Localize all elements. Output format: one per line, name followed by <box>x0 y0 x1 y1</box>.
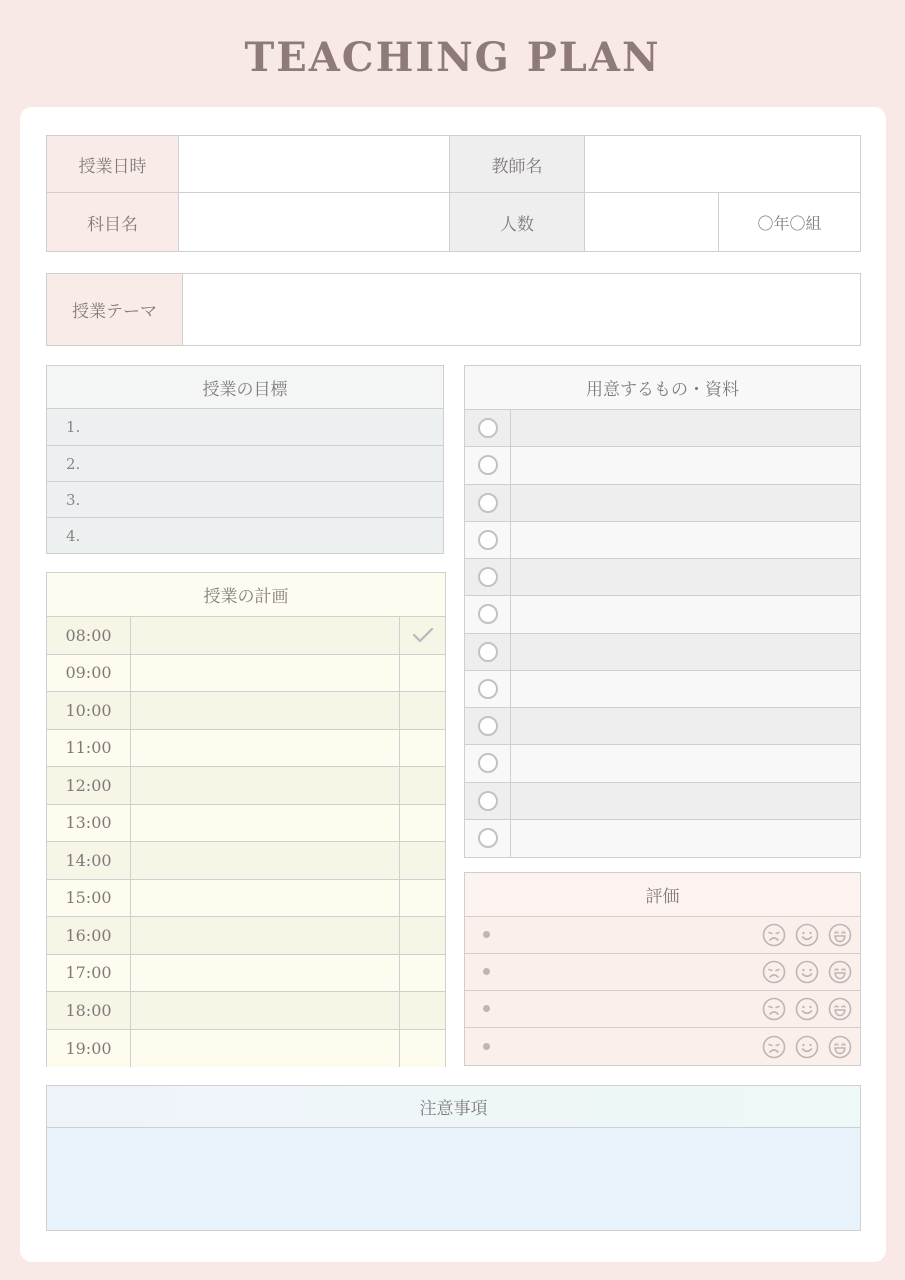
time-label: 16:00 <box>47 917 131 954</box>
table-row[interactable] <box>47 1030 445 1068</box>
check-cell[interactable] <box>399 617 445 654</box>
evaluation-field[interactable] <box>501 954 750 990</box>
checkbox-cell[interactable] <box>465 447 511 483</box>
checkbox-cell[interactable] <box>465 522 511 558</box>
checkbox-cell[interactable] <box>465 820 511 857</box>
time-label: 13:00 <box>47 805 131 842</box>
table-row[interactable] <box>47 767 445 805</box>
sad-face-icon[interactable] <box>762 923 786 947</box>
page-title: TEACHING PLAN <box>244 34 661 81</box>
smile-face-icon[interactable] <box>795 997 819 1021</box>
circle-checkbox-icon <box>478 828 498 848</box>
time-label: 09:00 <box>47 655 131 692</box>
evaluation-field[interactable] <box>501 917 750 953</box>
list-item <box>465 1028 860 1065</box>
teacher-label: 教師名 <box>449 135 585 193</box>
count-field[interactable] <box>584 192 719 252</box>
table-row[interactable] <box>47 842 445 880</box>
subject-label: 科目名 <box>46 192 179 252</box>
materials-heading: 用意するもの・資料 <box>465 366 860 410</box>
check-cell[interactable] <box>399 692 445 729</box>
laugh-face-icon[interactable] <box>828 960 852 984</box>
evaluation-section <box>464 872 861 1066</box>
time-label: 12:00 <box>47 767 131 804</box>
check-cell[interactable] <box>399 655 445 692</box>
goals-section <box>46 365 444 554</box>
sad-face-icon[interactable] <box>762 1035 786 1059</box>
goal-number: 4. <box>66 527 81 545</box>
rating-faces <box>762 1028 852 1065</box>
list-item[interactable] <box>465 745 860 782</box>
checkbox-cell[interactable] <box>465 745 511 781</box>
laugh-face-icon[interactable] <box>828 1035 852 1059</box>
notes-field[interactable] <box>47 1128 860 1230</box>
list-item[interactable] <box>465 820 860 857</box>
list-item[interactable] <box>47 518 443 554</box>
rating-faces <box>762 917 852 953</box>
list-item <box>465 917 860 954</box>
check-cell[interactable] <box>399 917 445 954</box>
materials-section <box>464 365 861 858</box>
table-row[interactable] <box>47 655 445 693</box>
check-cell[interactable] <box>399 992 445 1029</box>
smile-face-icon[interactable] <box>795 1035 819 1059</box>
table-row[interactable] <box>47 617 445 655</box>
list-item[interactable] <box>465 485 860 522</box>
count-label: 人数 <box>449 192 585 252</box>
goal-number: 2. <box>66 454 81 473</box>
list-item[interactable] <box>465 596 860 633</box>
circle-checkbox-icon <box>478 567 498 587</box>
circle-checkbox-icon <box>478 493 498 513</box>
checkbox-cell[interactable] <box>465 596 511 632</box>
class-field[interactable]: 〇年〇組 <box>718 192 861 252</box>
bullet-icon <box>483 1005 490 1012</box>
checkbox-cell[interactable] <box>465 783 511 819</box>
checkbox-cell[interactable] <box>465 708 511 744</box>
theme-label: 授業テーマ <box>46 273 183 346</box>
circle-checkbox-icon <box>478 716 498 736</box>
evaluation-field[interactable] <box>501 1028 750 1065</box>
table-row[interactable] <box>47 805 445 843</box>
date-label: 授業日時 <box>46 135 179 193</box>
check-cell[interactable] <box>399 767 445 804</box>
plan-section <box>46 572 446 1067</box>
bullet-icon <box>483 931 490 938</box>
list-item[interactable] <box>465 559 860 596</box>
circle-checkbox-icon <box>478 791 498 811</box>
list-item[interactable] <box>47 482 443 518</box>
circle-checkbox-icon <box>478 455 498 475</box>
check-cell[interactable] <box>399 842 445 879</box>
check-cell[interactable] <box>399 1030 445 1068</box>
subject-field[interactable] <box>178 192 450 252</box>
list-item <box>465 991 860 1028</box>
time-label: 19:00 <box>47 1030 131 1068</box>
list-item[interactable] <box>465 410 860 447</box>
evaluation-list <box>465 917 860 1065</box>
theme-field[interactable] <box>182 273 861 346</box>
goals-list <box>47 409 443 553</box>
laugh-face-icon[interactable] <box>828 997 852 1021</box>
list-item[interactable] <box>465 783 860 820</box>
laugh-face-icon[interactable] <box>828 923 852 947</box>
sad-face-icon[interactable] <box>762 997 786 1021</box>
check-cell[interactable] <box>399 955 445 992</box>
check-cell[interactable] <box>399 880 445 917</box>
list-item[interactable] <box>465 447 860 484</box>
smile-face-icon[interactable] <box>795 960 819 984</box>
time-label: 11:00 <box>47 730 131 767</box>
check-cell[interactable] <box>399 730 445 767</box>
check-cell[interactable] <box>399 805 445 842</box>
table-row[interactable] <box>47 992 445 1030</box>
checkbox-cell[interactable] <box>465 671 511 707</box>
list-item[interactable] <box>465 522 860 559</box>
table-row[interactable] <box>47 955 445 993</box>
evaluation-field[interactable] <box>501 991 750 1027</box>
checkbox-cell[interactable] <box>465 485 511 521</box>
circle-checkbox-icon <box>478 642 498 662</box>
table-row[interactable] <box>47 730 445 768</box>
list-item[interactable] <box>465 671 860 708</box>
checkbox-cell[interactable] <box>465 559 511 595</box>
date-field[interactable] <box>178 135 450 193</box>
circle-checkbox-icon <box>478 679 498 699</box>
list-item[interactable] <box>47 409 443 446</box>
rating-faces <box>762 991 852 1027</box>
notes-section <box>46 1085 861 1231</box>
time-label: 18:00 <box>47 992 131 1029</box>
time-label: 10:00 <box>47 692 131 729</box>
materials-list <box>465 410 860 857</box>
time-label: 08:00 <box>47 617 131 654</box>
time-label: 15:00 <box>47 880 131 917</box>
evaluation-heading: 評価 <box>465 873 860 917</box>
circle-checkbox-icon <box>478 753 498 773</box>
sad-face-icon[interactable] <box>762 960 786 984</box>
table-row[interactable] <box>47 692 445 730</box>
time-label: 14:00 <box>47 842 131 879</box>
time-label: 17:00 <box>47 955 131 992</box>
circle-checkbox-icon <box>478 530 498 550</box>
plan-sheet <box>20 107 886 1262</box>
teacher-field[interactable] <box>584 135 861 193</box>
list-item[interactable] <box>465 708 860 745</box>
goal-number: 1. <box>66 418 81 436</box>
notes-heading: 注意事項 <box>47 1086 860 1128</box>
table-row[interactable] <box>47 880 445 918</box>
plan-heading: 授業の計画 <box>47 573 445 617</box>
list-item <box>465 954 860 991</box>
goals-heading: 授業の目標 <box>47 366 443 409</box>
check-icon <box>412 626 434 644</box>
plan-table <box>47 617 445 1066</box>
smile-face-icon[interactable] <box>795 923 819 947</box>
goal-number: 3. <box>66 490 81 509</box>
circle-checkbox-icon <box>478 604 498 624</box>
circle-checkbox-icon <box>478 418 498 438</box>
list-item[interactable] <box>465 634 860 671</box>
checkbox-cell[interactable] <box>465 410 511 446</box>
bullet-icon <box>483 968 490 975</box>
table-row[interactable] <box>47 917 445 955</box>
list-item[interactable] <box>47 446 443 482</box>
bullet-icon <box>483 1043 490 1050</box>
checkbox-cell[interactable] <box>465 634 511 670</box>
rating-faces <box>762 954 852 990</box>
